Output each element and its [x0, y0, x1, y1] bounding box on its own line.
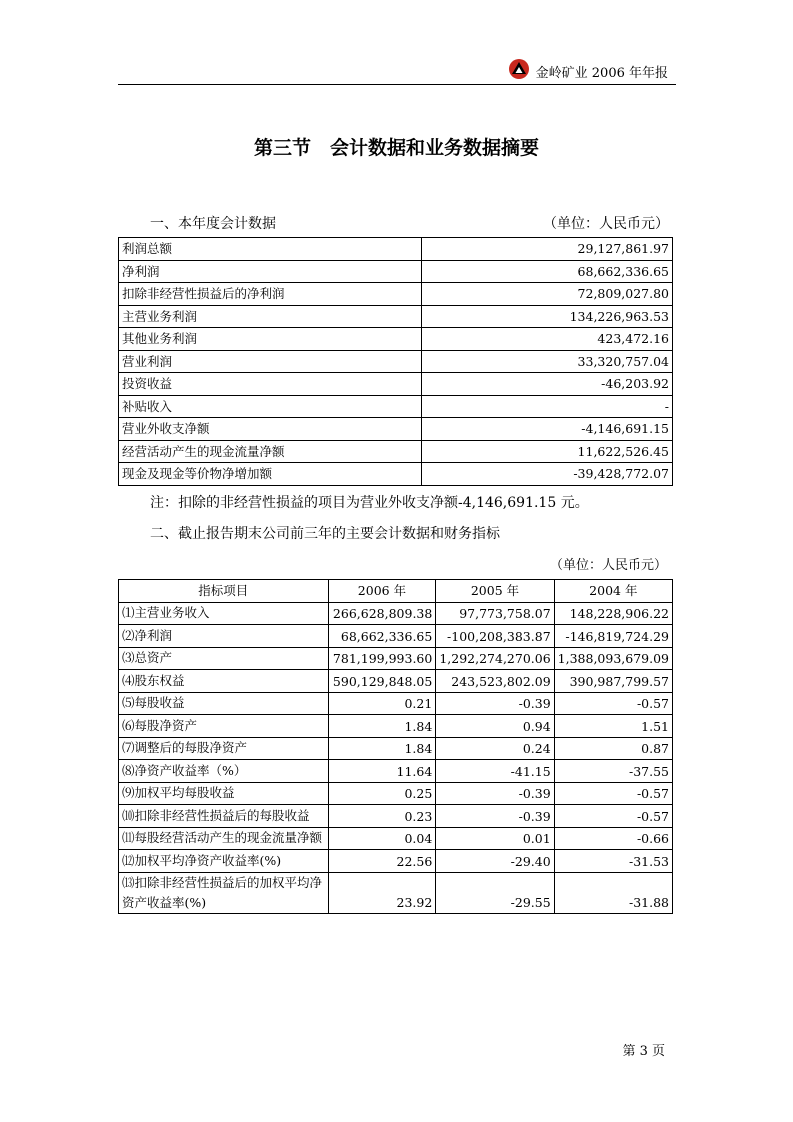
row-value: 423,472.16 — [422, 328, 673, 351]
value-2005: 1,292,274,270.06 — [436, 647, 554, 670]
value-2006: 1.84 — [328, 715, 436, 738]
header-2005: 2005 年 — [436, 580, 554, 603]
value-2005: -29.40 — [436, 850, 554, 873]
table-row — [119, 850, 673, 873]
value-2004: -31.88 — [554, 872, 672, 913]
table-row — [119, 418, 673, 441]
value-2005: 243,523,802.09 — [436, 670, 554, 693]
value-2004: -0.57 — [554, 805, 672, 828]
table-row — [119, 440, 673, 463]
value-2006: 0.04 — [328, 827, 436, 850]
page-number: 第 3 页 — [622, 1044, 665, 1059]
header-title: 金岭矿业 2006 年年报 — [535, 66, 668, 81]
row-label: ⑽扣除非经营性损益后的每股收益 — [119, 805, 329, 828]
header-2004: 2004 年 — [554, 580, 672, 603]
value-2005: 97,773,758.07 — [436, 602, 554, 625]
row-label: 营业外收支净额 — [119, 418, 422, 441]
row-label: ⑾每股经营活动产生的现金流量净额 — [119, 827, 329, 850]
table-row — [119, 463, 673, 486]
row-label: ⑴主营业务收入 — [119, 602, 329, 625]
value-2005: -41.15 — [436, 760, 554, 783]
value-2004: -37.55 — [554, 760, 672, 783]
value-2005: 0.24 — [436, 737, 554, 760]
table-row — [119, 395, 673, 418]
row-label: ⑼加权平均每股收益 — [119, 782, 329, 805]
row-label: 投资收益 — [119, 373, 422, 396]
row-label: 补贴收入 — [119, 395, 422, 418]
table-row — [119, 350, 673, 373]
value-2004: -0.57 — [554, 692, 672, 715]
row-value: 33,320,757.04 — [422, 350, 673, 373]
value-2006: 781,199,993.60 — [328, 647, 436, 670]
row-label: ⑶总资产 — [119, 647, 329, 670]
value-2006: 266,628,809.38 — [328, 602, 436, 625]
value-2005: 0.01 — [436, 827, 554, 850]
value-2004: -0.66 — [554, 827, 672, 850]
table-row — [119, 647, 673, 670]
table-row — [119, 373, 673, 396]
table-row — [119, 760, 673, 783]
row-label: ⑻净资产收益率（%） — [119, 760, 329, 783]
table-row — [119, 328, 673, 351]
row-label: ⑷股东权益 — [119, 670, 329, 693]
value-2006: 11.64 — [328, 760, 436, 783]
value-2005: -29.55 — [436, 872, 554, 913]
value-2004: 390,987,799.57 — [554, 670, 672, 693]
value-2004: -31.53 — [554, 850, 672, 873]
row-value: 72,809,027.80 — [422, 283, 673, 306]
row-label: 净利润 — [119, 260, 422, 283]
row-label: ⑸每股收益 — [119, 692, 329, 715]
table-row — [119, 305, 673, 328]
value-2004: 0.87 — [554, 737, 672, 760]
value-2004: -0.57 — [554, 782, 672, 805]
value-2006: 1.84 — [328, 737, 436, 760]
row-label: 主营业务利润 — [119, 305, 422, 328]
row-value: 29,127,861.97 — [422, 238, 673, 261]
table-row — [119, 283, 673, 306]
section1-note: 注：扣除的非经营性损益的项目为营业外收支净额-4,146,691.15 元。 — [150, 495, 589, 511]
value-2006: 590,129,848.05 — [328, 670, 436, 693]
row-value: - — [422, 395, 673, 418]
table-row — [119, 782, 673, 805]
row-value: 11,622,526.45 — [422, 440, 673, 463]
row-label: ⑺调整后的每股净资产 — [119, 737, 329, 760]
value-2005: 0.94 — [436, 715, 554, 738]
value-2004: -146,819,724.29 — [554, 625, 672, 648]
table-row — [119, 805, 673, 828]
section2-heading: 二、截止报告期末公司前三年的主要会计数据和财务指标 — [150, 526, 500, 542]
value-2006: 68,662,336.65 — [328, 625, 436, 648]
value-2005: -0.39 — [436, 782, 554, 805]
row-value: 134,226,963.53 — [422, 305, 673, 328]
value-2006: 0.21 — [328, 692, 436, 715]
table-row — [119, 238, 673, 261]
table-row — [119, 625, 673, 648]
row-label: 其他业务利润 — [119, 328, 422, 351]
section1-unit: （单位：人民币元） — [543, 216, 669, 232]
row-label: ⑿加权平均净资产收益率(%) — [119, 850, 329, 873]
header-2006: 2006 年 — [328, 580, 436, 603]
value-2005: -0.39 — [436, 692, 554, 715]
row-value: -46,203.92 — [422, 373, 673, 396]
table-row — [119, 737, 673, 760]
value-2006: 0.23 — [328, 805, 436, 828]
table-header-row — [119, 580, 673, 603]
table-row — [119, 602, 673, 625]
page-title: 第三节 会计数据和业务数据摘要 — [253, 137, 539, 159]
row-label: 经营活动产生的现金流量净额 — [119, 440, 422, 463]
table-row — [119, 260, 673, 283]
row-value: 68,662,336.65 — [422, 260, 673, 283]
value-2006: 22.56 — [328, 850, 436, 873]
row-label: ⑹每股净资产 — [119, 715, 329, 738]
value-2005: -100,208,383.87 — [436, 625, 554, 648]
row-value: -4,146,691.15 — [422, 418, 673, 441]
page-header — [118, 54, 676, 85]
header-indicator: 指标项目 — [119, 580, 329, 603]
value-2005: -0.39 — [436, 805, 554, 828]
table-row — [119, 715, 673, 738]
table-row — [119, 827, 673, 850]
value-2004: 1.51 — [554, 715, 672, 738]
row-label: 利润总额 — [119, 238, 422, 261]
value-2004: 1,388,093,679.09 — [554, 647, 672, 670]
row-value: -39,428,772.07 — [422, 463, 673, 486]
row-label: ⒀扣除非经营性损益后的加权平均净资产收益率(%) — [119, 872, 329, 913]
three-year-indicators-table — [118, 579, 673, 914]
annual-accounting-table — [118, 237, 673, 486]
company-logo-icon — [508, 58, 530, 80]
section1-heading: 一、本年度会计数据 — [150, 216, 276, 232]
table-row — [119, 872, 673, 913]
row-label: 现金及现金等价物净增加额 — [119, 463, 422, 486]
value-2004: 148,228,906.22 — [554, 602, 672, 625]
row-label: ⑵净利润 — [119, 625, 329, 648]
table-row — [119, 692, 673, 715]
section2-unit: （单位：人民币元） — [549, 558, 667, 573]
row-label: 扣除非经营性损益后的净利润 — [119, 283, 422, 306]
value-2006: 0.25 — [328, 782, 436, 805]
value-2006: 23.92 — [328, 872, 436, 913]
row-label: 营业利润 — [119, 350, 422, 373]
table-row — [119, 670, 673, 693]
